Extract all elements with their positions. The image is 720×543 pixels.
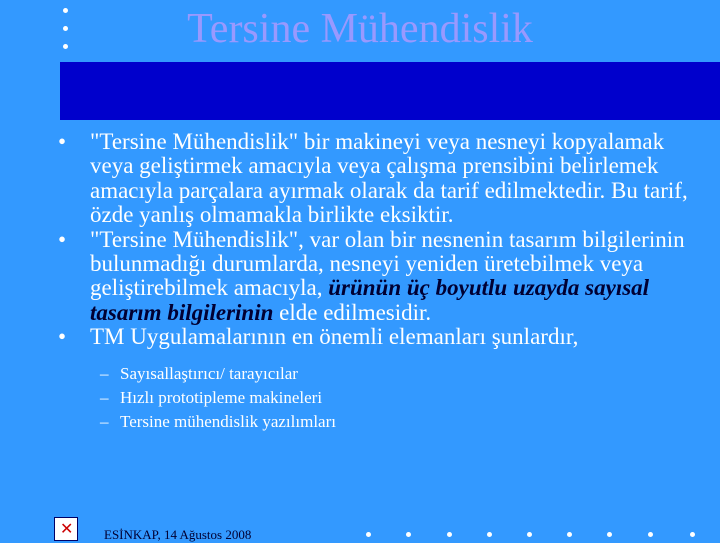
logo-icon: ✕: [54, 517, 78, 541]
sub-text: Sayısallaştırıcı/ tarayıcılar: [120, 363, 298, 383]
sub-text: Tersine mühendislik yazılımları: [120, 411, 336, 431]
sub-item: [100, 386, 698, 410]
decor-dot: [447, 532, 452, 537]
sub-item: [100, 410, 698, 434]
bullet-mark: •: [58, 129, 67, 154]
slide-content: [58, 130, 698, 434]
bullet-text: elde edilmesidir.: [273, 299, 432, 325]
sub-mark: –: [100, 363, 109, 383]
decor-dot: [527, 532, 532, 537]
sub-list: [58, 362, 698, 434]
bullet-text: "Tersine Mühendislik", var olan bir nesnenin tasarım bilgilerinin bulunmadığı durumlarda, nesneyi yeniden üretebilmek veya geliştirebilmek amacıyla,: [90, 226, 685, 301]
bullet-text: TM Uygulamalarının en önemli elemanları şunlardır,: [90, 324, 579, 350]
decor-dot: [648, 532, 653, 537]
sub-mark: –: [100, 411, 109, 431]
sub-item: [100, 362, 698, 386]
decor-dot: [487, 532, 492, 537]
bullet-item: [58, 228, 698, 326]
decor-dot: [690, 532, 695, 537]
decor-dot: [366, 532, 371, 537]
bullet-highlight: ürünün üç boyutlu uzayda sayısal tasarım bilgilerinin: [90, 275, 650, 325]
bullet-mark: •: [58, 226, 67, 252]
bullet-item: [58, 325, 698, 349]
footer-text: ESİNKAP, 14 Ağustos 2008: [104, 527, 252, 542]
sub-text: Hızlı prototipleme makineleri: [120, 387, 323, 407]
decor-dot: [607, 532, 612, 537]
title-bar: [60, 62, 720, 120]
bullet-text: "Tersine Mühendislik" bir makineyi veya nesneyi kopyalamak veya geliştirmek amacıyla veya çalışma prensibini belirlemek amacıyla parçalara ayırmak olarak da tarif edilmektedir. Bu tarif, özde yanlış olmamakla birlikte eksiktir.: [90, 129, 688, 228]
decor-dot: [567, 532, 572, 537]
bullet-mark: •: [58, 324, 67, 350]
bullet-item: [58, 130, 698, 228]
sub-mark: –: [100, 387, 109, 407]
decor-dot: [406, 532, 411, 537]
slide-title: Tersine Mühendislik: [187, 6, 533, 52]
